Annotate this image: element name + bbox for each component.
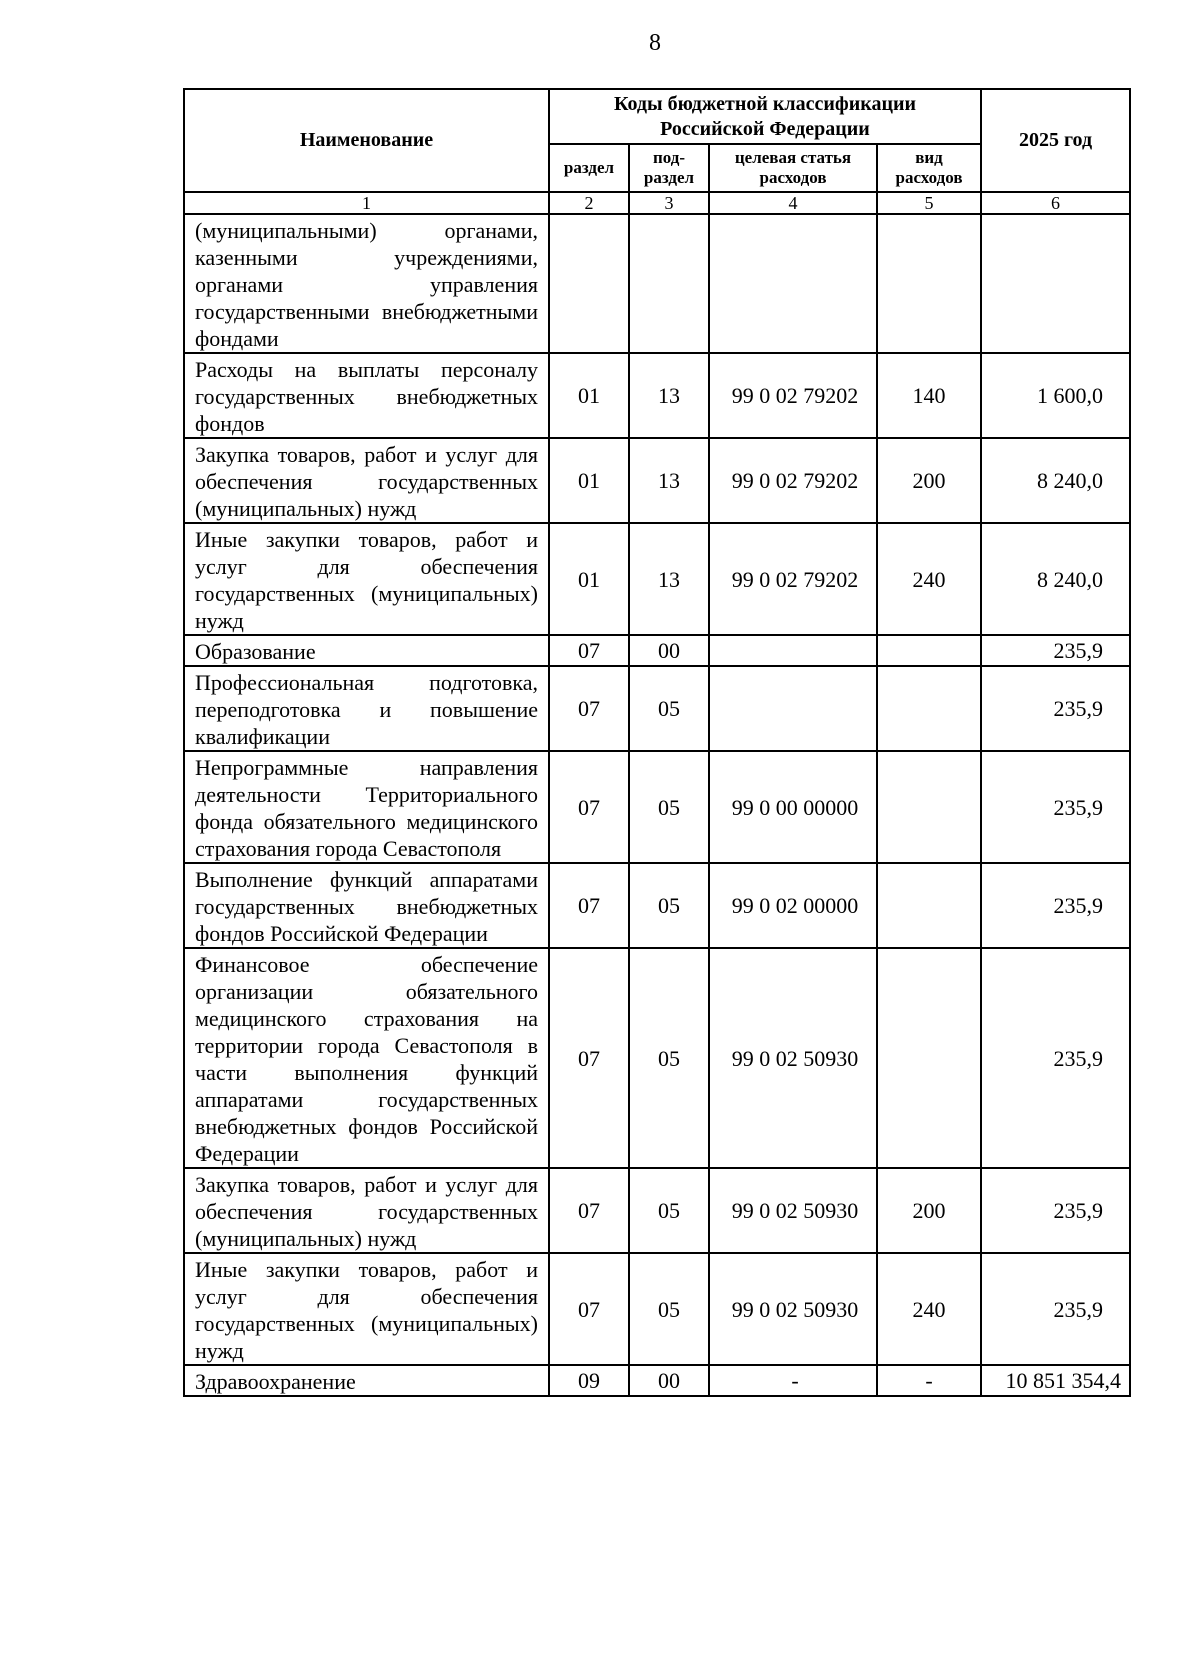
table-row bbox=[184, 353, 1130, 438]
row-amount-2025: 8 240,0 bbox=[981, 438, 1130, 523]
row-name: Расходы на выплаты персоналу государственных внебюджетных фондов bbox=[184, 353, 549, 438]
row-podrazdel: 05 bbox=[629, 666, 709, 751]
row-podrazdel: 00 bbox=[629, 635, 709, 666]
row-razdel: 01 bbox=[549, 523, 629, 635]
table-row bbox=[184, 666, 1130, 751]
row-razdel: 07 bbox=[549, 666, 629, 751]
row-name: Иные закупки товаров, работ и услуг для обеспечения государственных (муниципальных) нужд bbox=[184, 523, 549, 635]
row-name: Профессиональная подготовка, переподготовка и повышение квалификации bbox=[184, 666, 549, 751]
row-podrazdel: 05 bbox=[629, 751, 709, 863]
row-name: Финансовое обеспечение организации обязательного медицинского страхования на территории города Севастополя в части выполнения функций аппаратами государственных внебюджетных фондов Российской Федерации bbox=[184, 948, 549, 1168]
row-razdel: 07 bbox=[549, 635, 629, 666]
row-podrazdel: 05 bbox=[629, 1168, 709, 1253]
header-vid: вид расходов bbox=[877, 144, 981, 192]
row-name: Образование bbox=[184, 635, 549, 666]
column-numbers-row bbox=[184, 192, 1130, 214]
row-expense-type bbox=[877, 751, 981, 863]
header-podrazdel: под- раздел bbox=[629, 144, 709, 192]
table-row bbox=[184, 438, 1130, 523]
row-amount-2025: 235,9 bbox=[981, 1253, 1130, 1365]
budget-table bbox=[183, 88, 1131, 1397]
row-name: (муниципальными) органами, казенными учреждениями, органами управления государственными внебюджетными фондами bbox=[184, 214, 549, 353]
row-expense-type: 200 bbox=[877, 1168, 981, 1253]
row-expense-type: - bbox=[877, 1365, 981, 1396]
row-target-article: 99 0 00 00000 bbox=[709, 751, 877, 863]
col-number: 2 bbox=[549, 192, 629, 214]
table-row bbox=[184, 751, 1130, 863]
table-row bbox=[184, 863, 1130, 948]
row-expense-type: 240 bbox=[877, 1253, 981, 1365]
row-amount-2025 bbox=[981, 214, 1130, 353]
row-target-article: - bbox=[709, 1365, 877, 1396]
col-number: 1 bbox=[184, 192, 549, 214]
row-name: Закупка товаров, работ и услуг для обеспечения государственных (муниципальных) нужд bbox=[184, 438, 549, 523]
row-target-article: 99 0 02 79202 bbox=[709, 438, 877, 523]
row-amount-2025: 235,9 bbox=[981, 751, 1130, 863]
row-podrazdel: 05 bbox=[629, 948, 709, 1168]
row-expense-type bbox=[877, 214, 981, 353]
row-razdel: 01 bbox=[549, 438, 629, 523]
row-expense-type: 200 bbox=[877, 438, 981, 523]
row-razdel bbox=[549, 214, 629, 353]
row-razdel: 07 bbox=[549, 751, 629, 863]
row-target-article bbox=[709, 214, 877, 353]
row-podrazdel: 05 bbox=[629, 863, 709, 948]
row-target-article: 99 0 02 50930 bbox=[709, 948, 877, 1168]
row-target-article: 99 0 02 00000 bbox=[709, 863, 877, 948]
row-target-article bbox=[709, 635, 877, 666]
row-name: Выполнение функций аппаратами государственных внебюджетных фондов Российской Федерации bbox=[184, 863, 549, 948]
header-codes-group: Коды бюджетной классификации Российской Федерации bbox=[549, 89, 981, 144]
row-amount-2025: 235,9 bbox=[981, 635, 1130, 666]
row-razdel: 07 bbox=[549, 1253, 629, 1365]
row-name: Здравоохранение bbox=[184, 1365, 549, 1396]
row-name: Иные закупки товаров, работ и услуг для обеспечения государственных (муниципальных) нужд bbox=[184, 1253, 549, 1365]
col-number: 4 bbox=[709, 192, 877, 214]
row-amount-2025: 8 240,0 bbox=[981, 523, 1130, 635]
row-target-article: 99 0 02 50930 bbox=[709, 1253, 877, 1365]
row-target-article: 99 0 02 79202 bbox=[709, 353, 877, 438]
header-year: 2025 год bbox=[981, 89, 1130, 192]
header-name: Наименование bbox=[184, 89, 549, 192]
table-row bbox=[184, 1253, 1130, 1365]
row-expense-type bbox=[877, 666, 981, 751]
row-expense-type bbox=[877, 635, 981, 666]
row-amount-2025: 235,9 bbox=[981, 863, 1130, 948]
page-number: 8 bbox=[649, 30, 661, 56]
row-amount-2025: 235,9 bbox=[981, 666, 1130, 751]
table-row bbox=[184, 1168, 1130, 1253]
row-expense-type bbox=[877, 863, 981, 948]
row-expense-type bbox=[877, 948, 981, 1168]
table-row bbox=[184, 948, 1130, 1168]
col-number: 3 bbox=[629, 192, 709, 214]
row-target-article: 99 0 02 79202 bbox=[709, 523, 877, 635]
row-amount-2025: 235,9 bbox=[981, 948, 1130, 1168]
row-razdel: 07 bbox=[549, 863, 629, 948]
table-row bbox=[184, 523, 1130, 635]
row-podrazdel: 13 bbox=[629, 353, 709, 438]
row-expense-type: 140 bbox=[877, 353, 981, 438]
col-number: 5 bbox=[877, 192, 981, 214]
header-razdel: раздел bbox=[549, 144, 629, 192]
row-razdel: 07 bbox=[549, 1168, 629, 1253]
table-row bbox=[184, 635, 1130, 666]
row-amount-2025: 10 851 354,4 bbox=[981, 1365, 1130, 1396]
row-razdel: 07 bbox=[549, 948, 629, 1168]
row-target-article: 99 0 02 50930 bbox=[709, 1168, 877, 1253]
row-podrazdel: 05 bbox=[629, 1253, 709, 1365]
row-razdel: 09 bbox=[549, 1365, 629, 1396]
row-podrazdel: 00 bbox=[629, 1365, 709, 1396]
row-expense-type: 240 bbox=[877, 523, 981, 635]
row-name: Закупка товаров, работ и услуг для обеспечения государственных (муниципальных) нужд bbox=[184, 1168, 549, 1253]
col-number: 6 bbox=[981, 192, 1130, 214]
row-podrazdel: 13 bbox=[629, 523, 709, 635]
row-razdel: 01 bbox=[549, 353, 629, 438]
table-row bbox=[184, 1365, 1130, 1396]
row-podrazdel bbox=[629, 214, 709, 353]
row-amount-2025: 1 600,0 bbox=[981, 353, 1130, 438]
row-amount-2025: 235,9 bbox=[981, 1168, 1130, 1253]
row-podrazdel: 13 bbox=[629, 438, 709, 523]
table-row bbox=[184, 214, 1130, 353]
header-statya: целевая статья расходов bbox=[709, 144, 877, 192]
row-name: Непрограммные направления деятельности Территориального фонда обязательного медицинского страхования города Севастополя bbox=[184, 751, 549, 863]
row-target-article bbox=[709, 666, 877, 751]
